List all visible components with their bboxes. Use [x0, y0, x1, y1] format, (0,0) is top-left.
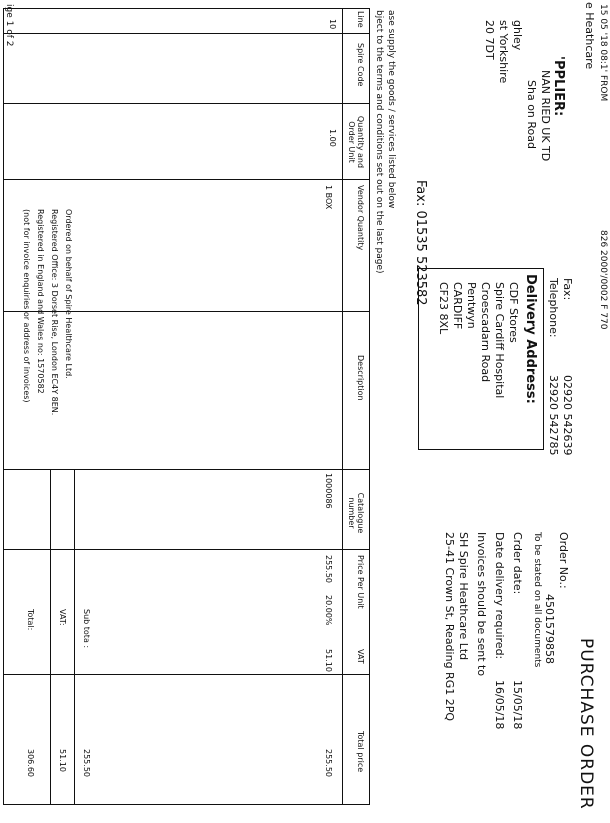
page-title: PURCHASE ORDER [576, 638, 596, 810]
delivery-line: CARDIFF [451, 282, 464, 330]
row-total: 255.50 [324, 749, 333, 777]
vat-total-value: 51.10 [58, 749, 67, 772]
header-quantity: Quantity and Order Unit [347, 115, 365, 169]
header-description: Description [356, 355, 365, 401]
column-divider [4, 103, 369, 104]
footer-line: Registered in England and Wales no: 1570582 [36, 209, 45, 394]
supplier-line: Sha on Road [525, 80, 538, 149]
subtotal-label: Sub tota : [82, 609, 91, 649]
row-vat-rate: 20.00% [324, 595, 333, 626]
invoice-address-line: 25-41 Crown St, Reading RG1 2PQ [443, 532, 456, 722]
header-catalogue: Catalogue number [347, 492, 365, 534]
vat-total-label: VAT: [58, 609, 67, 626]
instruction-line: ase supply the goods / services listed below [386, 10, 396, 209]
totals-divider [74, 469, 75, 804]
column-divider [4, 179, 369, 180]
column-divider [4, 33, 369, 34]
delivery-line: Pentwyn [465, 282, 478, 329]
column-divider [4, 549, 369, 550]
row-vat: 51.10 [324, 649, 333, 672]
telephone-value: 32920 542785 [547, 375, 560, 456]
supplier-fax: Fax: 01535 523582 [413, 180, 428, 306]
order-date-label: Crder date: [511, 532, 524, 595]
footer-line: Ordered on behalf of Spire Healthcare Ltd. [64, 209, 73, 379]
order-number-note: To be stated on all documents [532, 532, 542, 668]
delivery-date-value: 16/05/18 [493, 680, 506, 730]
header-spire-code: Spire Code [356, 43, 365, 87]
delivery-line: Croescadarn Road [479, 282, 492, 383]
telephone-label: Telephone: [547, 278, 560, 338]
header-total: Total price [356, 731, 365, 773]
order-date-value: 15/05/18 [511, 680, 524, 730]
footer-line: (not for invoice enquiries or address of invoices) [22, 209, 31, 403]
delivery-line: CDF Stores [507, 282, 520, 343]
order-items-table [3, 8, 370, 805]
fax-value: 02920 542639 [561, 375, 574, 456]
fax-label: Fax: [561, 278, 574, 301]
header-price: Price Per Unit [356, 555, 365, 609]
row-line-number: 10 [328, 19, 337, 30]
supplier-line: st Yorkshire [497, 20, 510, 84]
fax-header: 15 05 '18 08:1' FROM [598, 4, 608, 102]
column-divider [4, 469, 369, 470]
company-name: e Heathcare [583, 2, 596, 70]
row-catalogue: 1000086 [324, 473, 333, 509]
row-quantity: 1.00 [328, 129, 337, 147]
subtotal-value: 255.50 [82, 749, 91, 777]
supplier-heading: 'PPLIER: [551, 56, 566, 117]
header-vendor-quantity: Vendor Quantity [356, 185, 365, 251]
row-vendor-quantity: 1 BOX [324, 185, 333, 210]
invoice-label: Invoices should be sent to [475, 532, 488, 677]
supplier-line: 20 7DT [483, 20, 496, 60]
supplier-line: NAN RIED UK TD [539, 70, 552, 162]
totals-divider [50, 469, 51, 804]
supplier-line: ghley [511, 20, 524, 51]
order-number-value: 4501579858 [543, 594, 556, 664]
page-label: ige 1 of 2 [4, 4, 14, 47]
fax-reference: 826 2000'/0002 F 770 [598, 230, 608, 330]
row-price: 255.50 [324, 555, 333, 583]
instruction-line: bject to the terms and conditions set out on the last page) [374, 10, 384, 274]
invoice-address-line: SH Spire Heathcare Ltd [457, 532, 470, 661]
header-divider [342, 9, 343, 804]
order-number-label: Order No.: [557, 532, 570, 589]
delivery-line: CF23 8XL [437, 282, 450, 335]
header-vat: VAT [356, 649, 365, 664]
header-line: Line [356, 11, 365, 28]
delivery-date-label: Date delivery required: [493, 532, 506, 660]
grand-total-label: Total: [26, 609, 35, 631]
delivery-heading: Delivery Address: [523, 274, 538, 404]
grand-total-value: 306.60 [26, 749, 35, 777]
delivery-line: Spire Cardiff Hospital [493, 282, 506, 399]
column-divider [4, 674, 369, 675]
footer-line: Registered Office: 3 Dorset Rise, London EC4Y 8EN. [50, 209, 59, 416]
